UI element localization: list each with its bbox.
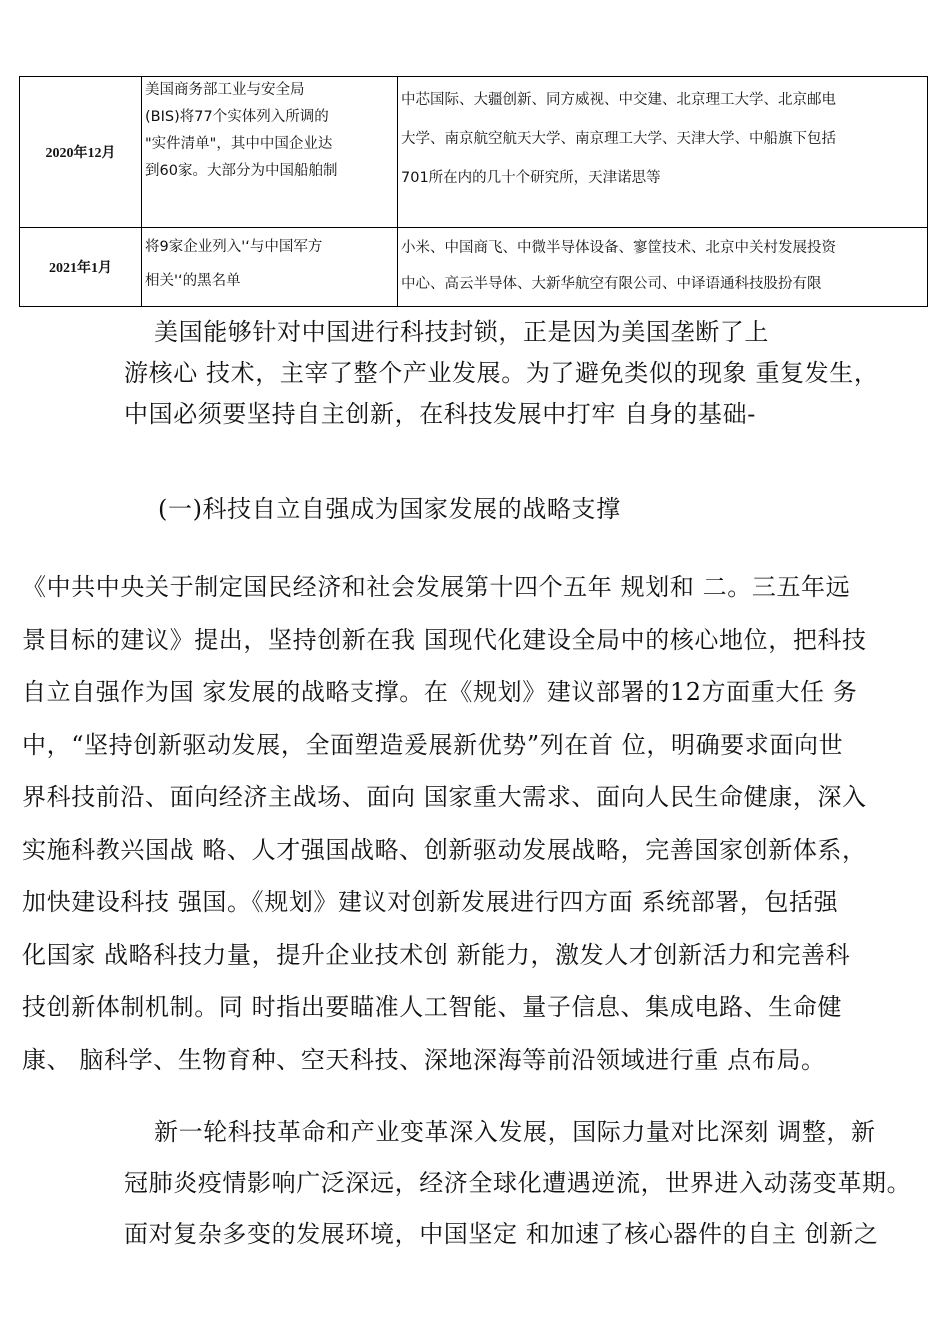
paragraph-line: 美国能够针对中国进行科技封锁，正是因为美国垄断了上 [154,318,769,346]
paragraph-line: 实施科教兴国战 略、人才强国战略、创新驱动发展战略，完善国家创新体系， [22,835,867,864]
paragraph-line: 自立自强作为国 家发展的战略支撑。在《规划》建议部署的12方面重大任 务 [22,678,858,706]
paragraph-line: 康、 脑科学、生物育种、空天科技、深地深海等前沿领域进行重 点布局。 [22,1045,826,1074]
sanctions-table [19,76,928,307]
date-cell: 2020年12月 [20,77,142,228]
paragraph-3 [124,1107,934,1260]
cell-line: 美国商务部工业与安全局 [145,82,305,98]
cell-line: 701所在内的几十个研究所，天津诺思等 [401,170,661,186]
cell-line: 中芯国际、大疆创新、同方威视、中交建、北京理工大学、北京邮电 [401,92,836,108]
cell-line: "实件清单"，其中中国企业达 [145,136,333,152]
paragraph-line: 《中共中央关于制定国民经济和社会发展第十四个五年 规划和 二。三五年远 [22,573,851,601]
action-cell [142,77,398,228]
cell-line: 将9家企业列入'‘与中国军方 [145,239,323,255]
entity-cell [398,228,928,307]
paragraph-line: 化国家 战略科技力量，提升企业技术创 新能力，激发人才创新活力和完善科 [22,940,851,969]
action-cell [142,228,398,307]
date-cell: 2021年1月 [20,228,142,307]
cell-line: 相关'‘的黑名单 [145,273,241,289]
paragraph-1 [124,311,934,434]
paragraph-line: 冠肺炎疫情影响广泛深远，经济全球化遭遇逆流，世界进入动荡变革期。 [124,1169,912,1197]
paragraph-line: 中，“坚持创新驱动发展，全面塑造爰展新优势”列在首 位，明确要求面向世 [22,730,844,759]
table-row [20,228,928,307]
cell-line: 中心、高云半导体、大新华航空有限公司、中译语通科技股扮有限 [401,276,822,292]
paragraph-line: 面对复杂多变的发展环境，中国坚定 和加速了核心器件的自主 创新之 [124,1220,879,1248]
entity-cell [398,77,928,228]
cell-line: (BIS)将77个实体列入所调的 [145,109,329,125]
paragraph-line: 加快建设科技 强国。《规划》建议对创新发展进行四方面 系统部署，包括强 [22,888,839,916]
paragraph-line: 新一轮科技革命和产业变革深入发展，国际力量对比深刻 调整，新 [154,1118,876,1146]
cell-line: 大学、南京航空航天大学、南京理工大学、天津大学、中船旗下包括 [401,131,836,147]
cell-line: 小米、中国商飞、中微半导体设备、寥筐技术、北京中关村发展投资 [401,240,836,256]
paragraph-2 [22,561,927,1086]
cell-line: 到60家。大部分为中国船舶制 [145,163,338,179]
paragraph-line: 界科技前沿、面向经济主战场、面向 国家重大需求、面向人民生命健康，深入 [22,783,867,811]
section-heading: (一)科技自立自强成为国家发展的战略支撑 [158,495,621,523]
paragraph-line: 技创新体制机制。同 时指出要瞄准人工智能、量子信息、集成电路、生命健 [22,993,843,1021]
paragraph-line: 游核心 技术，主宰了整个产业发展。为了避免类似的现象 重复发生， [124,359,879,387]
paragraph-line: 中国必须要坚持自主创新，在科技发展中打牢 自身的基础- [124,400,756,428]
table-row [20,77,928,228]
paragraph-line: 景目标的建议》提出，坚持创新在我 国现代化建设全局中的核心地位，把科技 [22,625,867,654]
